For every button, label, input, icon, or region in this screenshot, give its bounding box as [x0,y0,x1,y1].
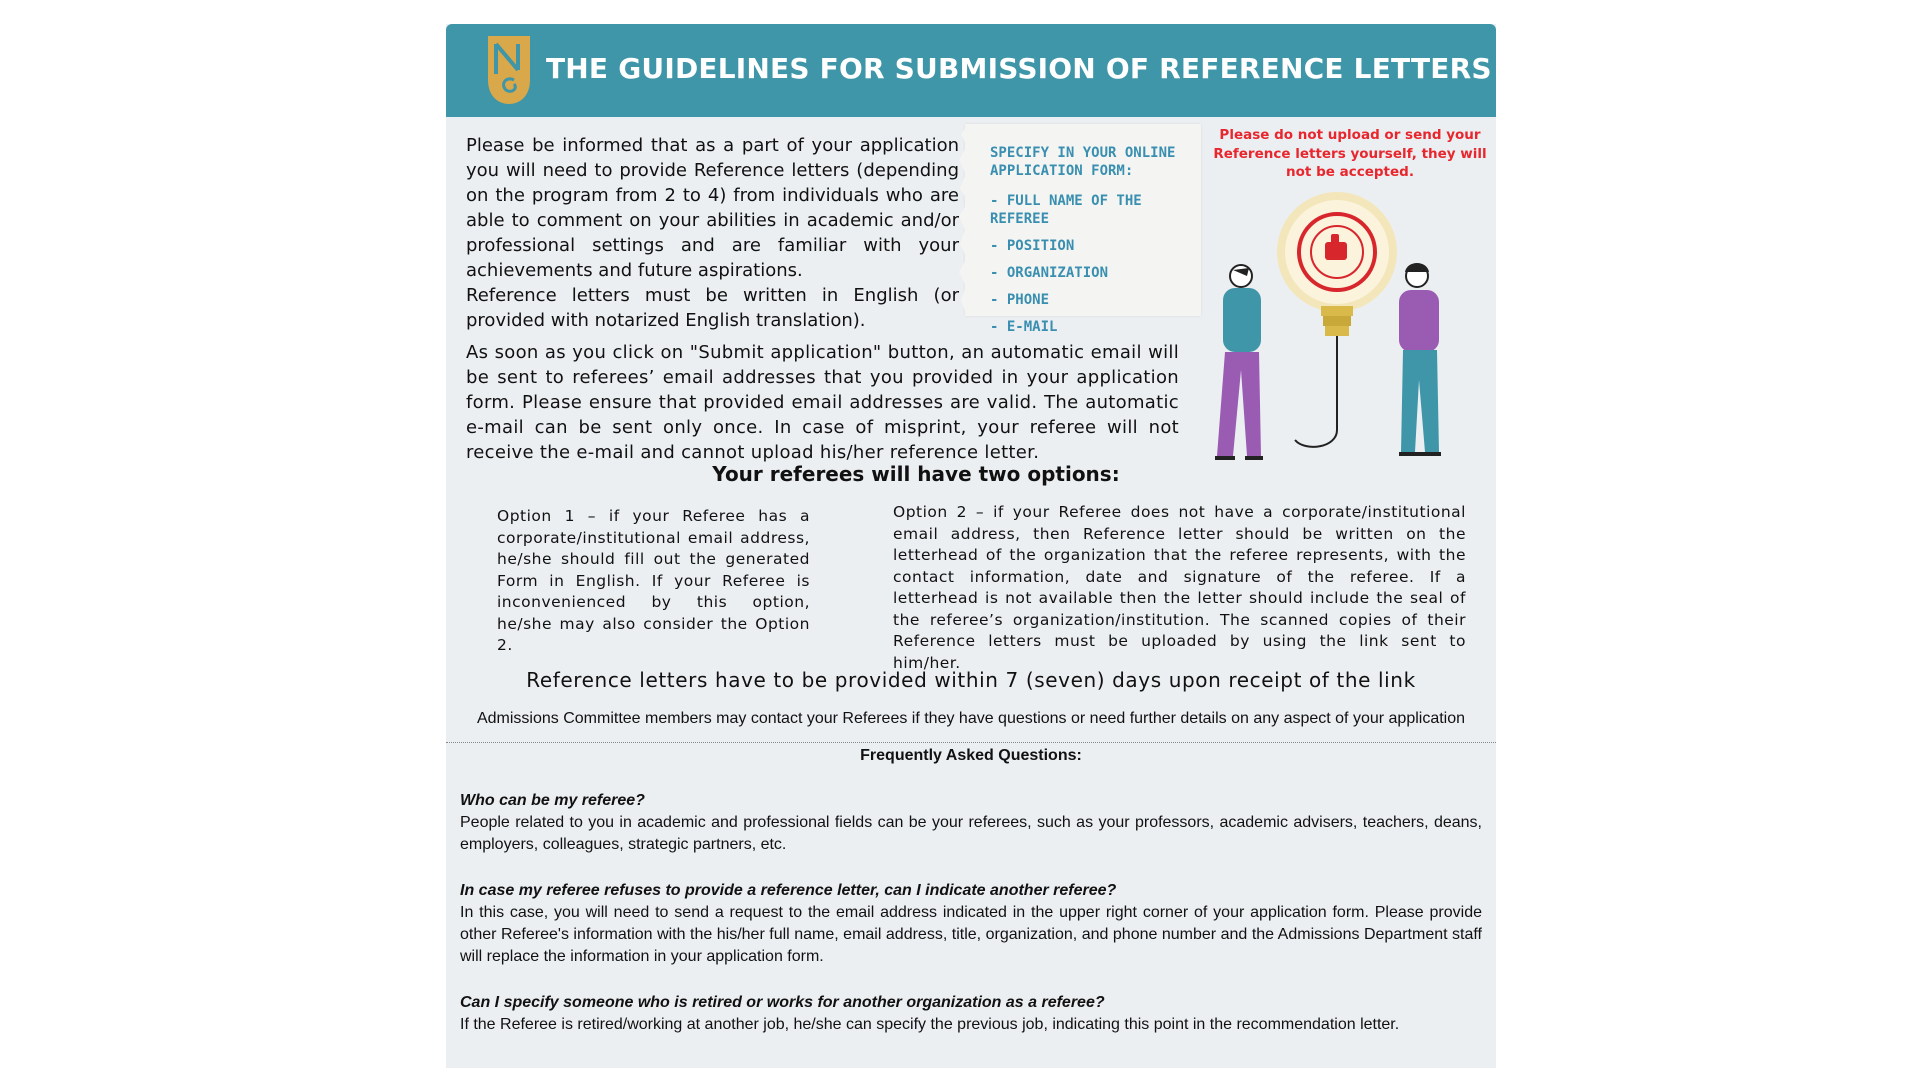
faq-title: Frequently Asked Questions: [860,747,1082,764]
intro-paragraph-1: Please be informed that as a part of your application you will need to provide Reference letters (depending on the program from 2 to 4) from individuals who are able to comment on your abilities in academic and/or professional settings and are familiar with your achievements and future aspirations. [466,135,959,281]
intro-paragraph-2: Reference letters must be written in English (or provided with notarized English translation). [466,285,959,331]
note-item-phone: - PHONE [990,292,1050,308]
faq-question: Can I specify someone who is retired or works for another organization as a referee? [460,994,1105,1011]
faq-item [460,880,1482,968]
note-item-email: - E-MAIL [990,319,1058,335]
faq-answer: If the Referee is retired/working at another job, he/she can specify the previous job, indicating this point in the recommendation letter. [460,1016,1400,1033]
submit-info-paragraph: As soon as you click on "Submit application" button, an automatic email will be sent to referees’ email addresses that you provided in your application form. Please ensure that provided email addresses are valid. The automatic e-mail can be sent only once. In case of misprint, your referee will not receive the e-mail and cannot upload his/her reference letter. [466,342,1179,463]
note-item-position: - POSITION [990,238,1075,254]
note-item-organization: - ORGANIZATION [990,265,1109,281]
deadline-text: Reference letters have to be provided within 7 (seven) days upon receipt of the link [526,668,1416,692]
option-1-text: Option 1 – if your Referee has a corporate/institutional email address, he/she should fill out the generated Form in English. If your Referee is inconvenienced by this option, he/she may also consider the Option 2. [497,507,810,654]
faq-question: In case my referee refuses to provide a reference letter, can I indicate another referee? [460,882,1117,899]
specify-note-text [990,144,1200,345]
faq-answer: People related to you in academic and professional fields can be your referees, such as your professors, academic advisers, teachers, deans, employers, colleagues, strategic partners, etc. [460,814,1482,853]
faq-answer: In this case, you will need to send a request to the email address indicated in the upper right corner of your application form. Please provide other Referee's information with the his/her full name, email address, title, organization, and phone number and the Admissions Department staff will replace the information in your application form. [460,904,1482,965]
lightbulb-recommended-stamp-icon [1205,190,1475,460]
university-logo-icon [484,34,534,106]
page-title: THE GUIDELINES FOR SUBMISSION OF REFERENCE LETTERS [546,52,1492,85]
faq-item [460,790,1482,856]
note-heading: SPECIFY IN YOUR ONLINE APPLICATION FORM: [990,145,1176,179]
section-divider [446,742,1496,743]
warning-text: Please do not upload or send your Reference letters yourself, they will not be accepted. [1213,127,1487,180]
note-item-full-name: - FULL NAME OF THE REFEREE [990,193,1142,227]
torn-edge [957,124,969,316]
faq-item [460,992,1482,1036]
intro-text [466,133,959,333]
options-heading: Your referees will have two options: [712,462,1120,486]
admissions-note: Admissions Committee members may contact your Referees if they have questions or need further details on any aspect of your application [476,710,1466,727]
option-2-text: Option 2 – if your Referee does not have a corporate/institutional email address, then Reference letter should be written on the letterhead of the organization that the referee represents, with the contact information, date and signature of the referee. If a letterhead is not available then the letter should include the seal of the referee’s organization/institution. The scanned copies of their Reference letters must be uploaded by using the link sent to him/her. [893,503,1466,672]
faq-question: Who can be my referee? [460,792,645,809]
